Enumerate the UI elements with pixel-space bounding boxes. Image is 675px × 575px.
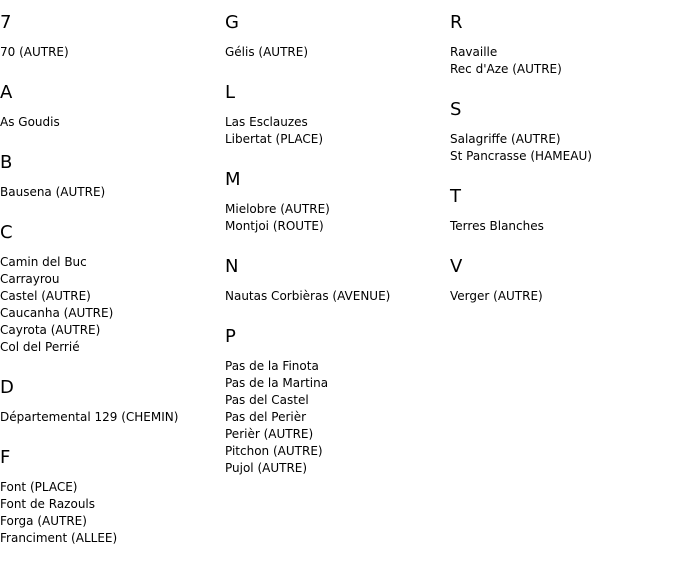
letter-heading: V xyxy=(450,256,463,277)
street-list xyxy=(0,173,225,210)
street-index-column-3 xyxy=(450,0,675,314)
street-list xyxy=(225,33,450,70)
street-item: Salagriffe (AUTRE) xyxy=(450,132,561,146)
street-list xyxy=(450,277,675,314)
letter-heading: F xyxy=(0,447,11,468)
street-item: Verger (AUTRE) xyxy=(450,289,543,303)
street-list xyxy=(450,120,675,174)
street-item: Carrayrou xyxy=(0,272,60,286)
letter-group-v xyxy=(450,244,675,314)
street-list xyxy=(0,468,225,556)
letter-group-a xyxy=(0,70,225,140)
letter-heading: A xyxy=(0,82,13,103)
street-item: Col del Perrié xyxy=(0,340,80,354)
letter-group-g xyxy=(225,0,450,70)
street-item: Pas del Castel xyxy=(225,393,309,407)
street-item: Castel (AUTRE) xyxy=(0,289,91,303)
street-index-column-2 xyxy=(225,0,450,486)
street-item: Caucanha (AUTRE) xyxy=(0,306,114,320)
street-list xyxy=(0,33,225,70)
street-list xyxy=(225,103,450,157)
street-item: Cayrota (AUTRE) xyxy=(0,323,101,337)
street-list xyxy=(450,207,675,244)
street-item: Pas del Perièr xyxy=(225,410,307,424)
letter-heading: L xyxy=(225,82,236,103)
letter-heading: T xyxy=(450,186,461,207)
street-list xyxy=(225,277,450,314)
letter-group-c xyxy=(0,210,225,365)
letter-heading: G xyxy=(225,12,239,33)
street-list xyxy=(0,243,225,365)
letter-group-n xyxy=(225,244,450,314)
letter-group-d xyxy=(0,365,225,435)
street-item: Départemental 129 (CHEMIN) xyxy=(0,410,179,424)
street-item: Font (PLACE) xyxy=(0,480,78,494)
street-item: 70 (AUTRE) xyxy=(0,45,69,59)
letter-group-f xyxy=(0,435,225,556)
street-item: Mielobre (AUTRE) xyxy=(225,202,330,216)
street-item: Pas de la Finota xyxy=(225,359,319,373)
street-item: Pujol (AUTRE) xyxy=(225,461,308,475)
street-item: Perièr (AUTRE) xyxy=(225,427,314,441)
letter-heading: P xyxy=(225,326,236,347)
street-item: Forga (AUTRE) xyxy=(0,514,87,528)
letter-group-r xyxy=(450,0,675,87)
street-item: Franciment (ALLEE) xyxy=(0,531,118,545)
letter-group-s xyxy=(450,87,675,174)
street-item: St Pancrasse (HAMEAU) xyxy=(450,149,592,163)
street-item: Pas de la Martina xyxy=(225,376,329,390)
street-item: Montjoi (ROUTE) xyxy=(225,219,324,233)
letter-heading: B xyxy=(0,152,13,173)
street-list xyxy=(0,103,225,140)
street-item: Terres Blanches xyxy=(450,219,544,233)
letter-heading: D xyxy=(0,377,14,398)
street-item: Las Esclauzes xyxy=(225,115,308,129)
street-item: Libertat (PLACE) xyxy=(225,132,324,146)
letter-group-7 xyxy=(0,0,225,70)
street-item: Font de Razouls xyxy=(0,497,96,511)
street-item: Pitchon (AUTRE) xyxy=(225,444,323,458)
street-list xyxy=(0,398,225,435)
letter-heading: 7 xyxy=(0,12,12,33)
letter-group-t xyxy=(450,174,675,244)
street-index-column-1 xyxy=(0,0,225,556)
street-list xyxy=(225,347,450,486)
letter-group-m xyxy=(225,157,450,244)
letter-group-l xyxy=(225,70,450,157)
letter-heading: N xyxy=(225,256,239,277)
letter-group-p xyxy=(225,314,450,486)
street-list xyxy=(450,33,675,87)
letter-heading: S xyxy=(450,99,462,120)
street-item: Rec d'Aze (AUTRE) xyxy=(450,62,562,76)
letter-heading: M xyxy=(225,169,241,190)
street-item: Ravaille xyxy=(450,45,498,59)
street-item: Gélis (AUTRE) xyxy=(225,45,309,59)
street-item: As Goudis xyxy=(0,115,60,129)
letter-heading: R xyxy=(450,12,463,33)
street-list xyxy=(225,190,450,244)
street-item: Camin del Buc xyxy=(0,255,87,269)
street-item: Nautas Corbièras (AVENUE) xyxy=(225,289,391,303)
street-item: Bausena (AUTRE) xyxy=(0,185,106,199)
letter-heading: C xyxy=(0,222,13,243)
letter-group-b xyxy=(0,140,225,210)
